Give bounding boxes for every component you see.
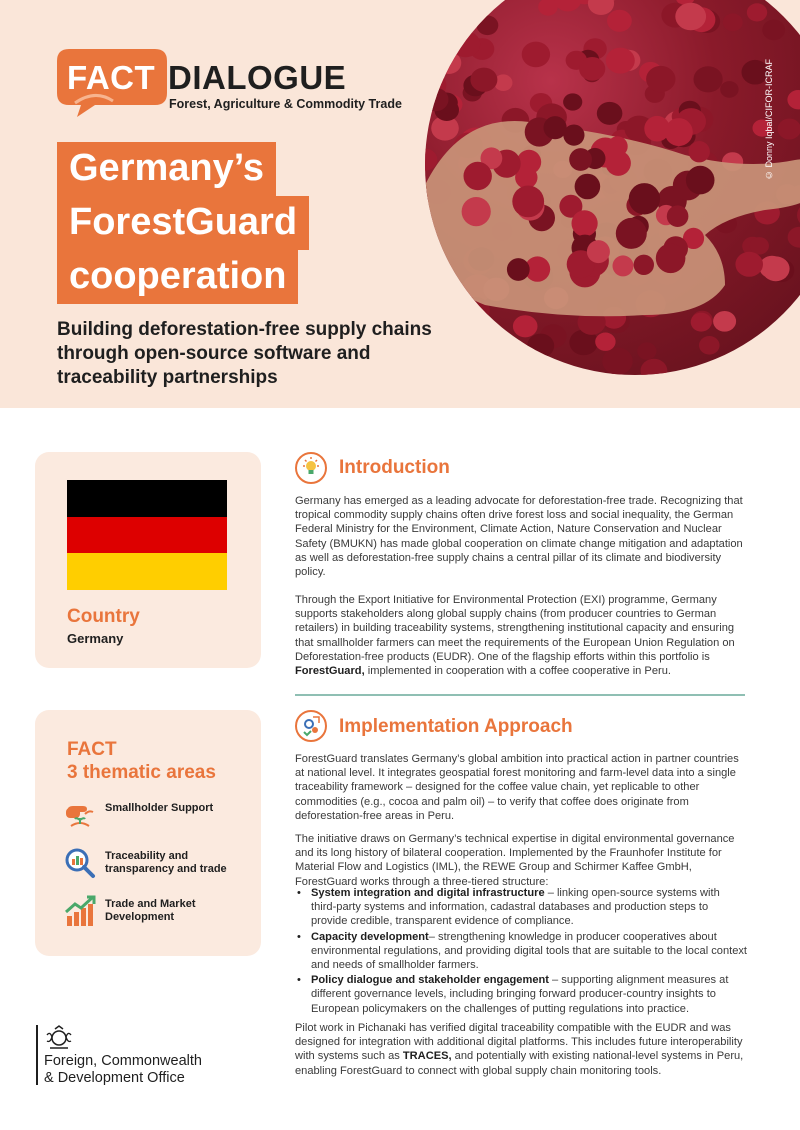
country-label: Country — [67, 606, 140, 627]
magnifier-chart-icon — [63, 846, 97, 880]
fcdo-line-1: Foreign, Commonwealth — [44, 1053, 202, 1069]
photo-credit: © Donny Iqbal/CIFOR-ICRAF — [764, 58, 774, 180]
lightbulb-icon — [295, 452, 327, 484]
approach-section-title: Implementation Approach — [339, 716, 573, 737]
approach-p3-bold: TRACES, — [402, 1050, 452, 1063]
section-divider — [295, 694, 745, 696]
title-line-3: cooperation — [57, 250, 298, 304]
growth-bars-icon — [63, 894, 97, 928]
intro-p2-end: implemented in cooperation with a coffee cooperative in Peru. — [364, 665, 671, 678]
list-item — [295, 886, 747, 929]
thematic-area-label: Traceability and transparency and trade — [105, 850, 227, 875]
fact-card-title — [67, 738, 216, 784]
header-banner — [0, 0, 800, 408]
fact-title-line-2: 3 thematic areas — [67, 762, 216, 783]
fact-thematic-card — [35, 710, 261, 956]
fcdo-name — [44, 1053, 202, 1087]
intro-paragraph-2 — [295, 593, 747, 678]
approach-paragraph-3 — [295, 1021, 747, 1078]
logo-dialogue-text: DIALOGUE — [168, 59, 347, 96]
approach-p3-end: and potentially with existing national-level systems in Peru, enabling ForestGuard to connect with global supply chain monitoring tools. — [295, 1050, 744, 1077]
coffee-cherries-photo — [425, 0, 800, 375]
bullet-bold: System integration and digital infrastructure — [311, 887, 545, 899]
thematic-area-trade — [63, 894, 253, 928]
approach-paragraph-1: ForestGuard translates Germany’s global ambition into practical action in partner countries at national level. It integrates geospatial forest monitoring and farm-level data into a single traceability framework – designed for the coffee value chain, yet replicable to other commodities (e.g., cocoa and palm oil) – to verify that coffee does originate from deforestation-free areas in Peru. — [295, 753, 739, 822]
list-item — [295, 973, 747, 1016]
list-item — [295, 930, 747, 973]
bullet-bold: Capacity development — [311, 930, 429, 943]
logo-subtitle: Forest, Agriculture & Commodity Trade — [169, 97, 402, 111]
bullet-text: – supporting alignment measures at different governance levels, including bringing forward producer-country insights to European policymakers on the challenges of putting regulations into practice. — [311, 974, 729, 1015]
royal-crest-icon — [44, 1025, 74, 1051]
intro-paragraph-1: Germany has emerged as a leading advocate for deforestation-free trade. Recognizing that tropical commodity supply chains often drive forest loss and social inequality, the German Federal Ministry for the Environment, Climate Action, Nature Conservation and Nuclear Safety (BMUKN) has made global cooperation on climate change mitigation and adaptation as well as deforestation-free supply chains a central pillar of its climate and biodiversity policy. — [295, 495, 743, 579]
fact-title-line-1: FACT — [67, 739, 117, 760]
thematic-area-label: Smallholder Support — [105, 802, 214, 814]
thematic-area-smallholder — [63, 798, 253, 832]
bullet-text: – strengthening knowledge in producer cooperatives about environmental regulations, and providing digital tools that are suitable to the local context and needs of smallholder farmers. — [311, 930, 748, 972]
gear-process-icon — [295, 710, 327, 742]
approach-paragraph-2: The initiative draws on Germany’s technical expertise in digital environmental governance and its long history of bilateral cooperation. Implemented by the Fraunhofer Institute for Material Flow and Logistics (IML), the REWE Group and Schirmer Kaffee GmbH, ForestGuard works through a three-tiered structure: — [295, 833, 735, 888]
thematic-area-label: Trade and Market Development — [105, 898, 196, 923]
country-value: Germany — [67, 631, 124, 646]
intro-section-title: Introduction — [339, 457, 450, 478]
approach-p3-text: Pilot work in Pichanaki has verified digital traceability compatible with the EUDR and was designed for integration with additional digital platforms. This includes future interoperability with systems such as — [295, 1022, 743, 1063]
intro-p2-text: Through the Export Initiative for Environmental Protection (EXI) programme, Germany supports stakeholders along global supply chains (from producer countries to German retailers) in building traceability systems, strengthening institutional capacity and ensuring that smallholder farmers can meet the requirements of the European Union Regulation on Deforestation-free products (EUDR). One of the flagship efforts within this portfolio is — [295, 594, 735, 663]
intro-p2-bold: ForestGuard, — [295, 665, 365, 678]
germany-flag-icon — [67, 480, 227, 590]
fcdo-line-2: & Development Office — [44, 1070, 185, 1086]
hand-plant-icon — [63, 798, 97, 832]
title-line-1: Germany’s — [57, 142, 276, 196]
thematic-area-traceability — [63, 846, 253, 880]
page-title — [57, 142, 309, 304]
bullet-bold: Policy dialogue and stakeholder engagement — [311, 974, 549, 987]
page-subtitle: Building deforestation-free supply chains through open-source software and traceability partnerships — [57, 319, 432, 388]
title-line-2: ForestGuard — [57, 196, 309, 250]
fcdo-divider-bar — [36, 1025, 38, 1085]
approach-bullet-list — [295, 886, 747, 1017]
bullet-text: – linking open-source systems with third-party systems and information, cadastral databases and production steps to provide credible, transparent evidence of compliance. — [311, 887, 720, 928]
country-card — [35, 452, 261, 668]
logo-fact-text: FACT — [67, 59, 156, 96]
